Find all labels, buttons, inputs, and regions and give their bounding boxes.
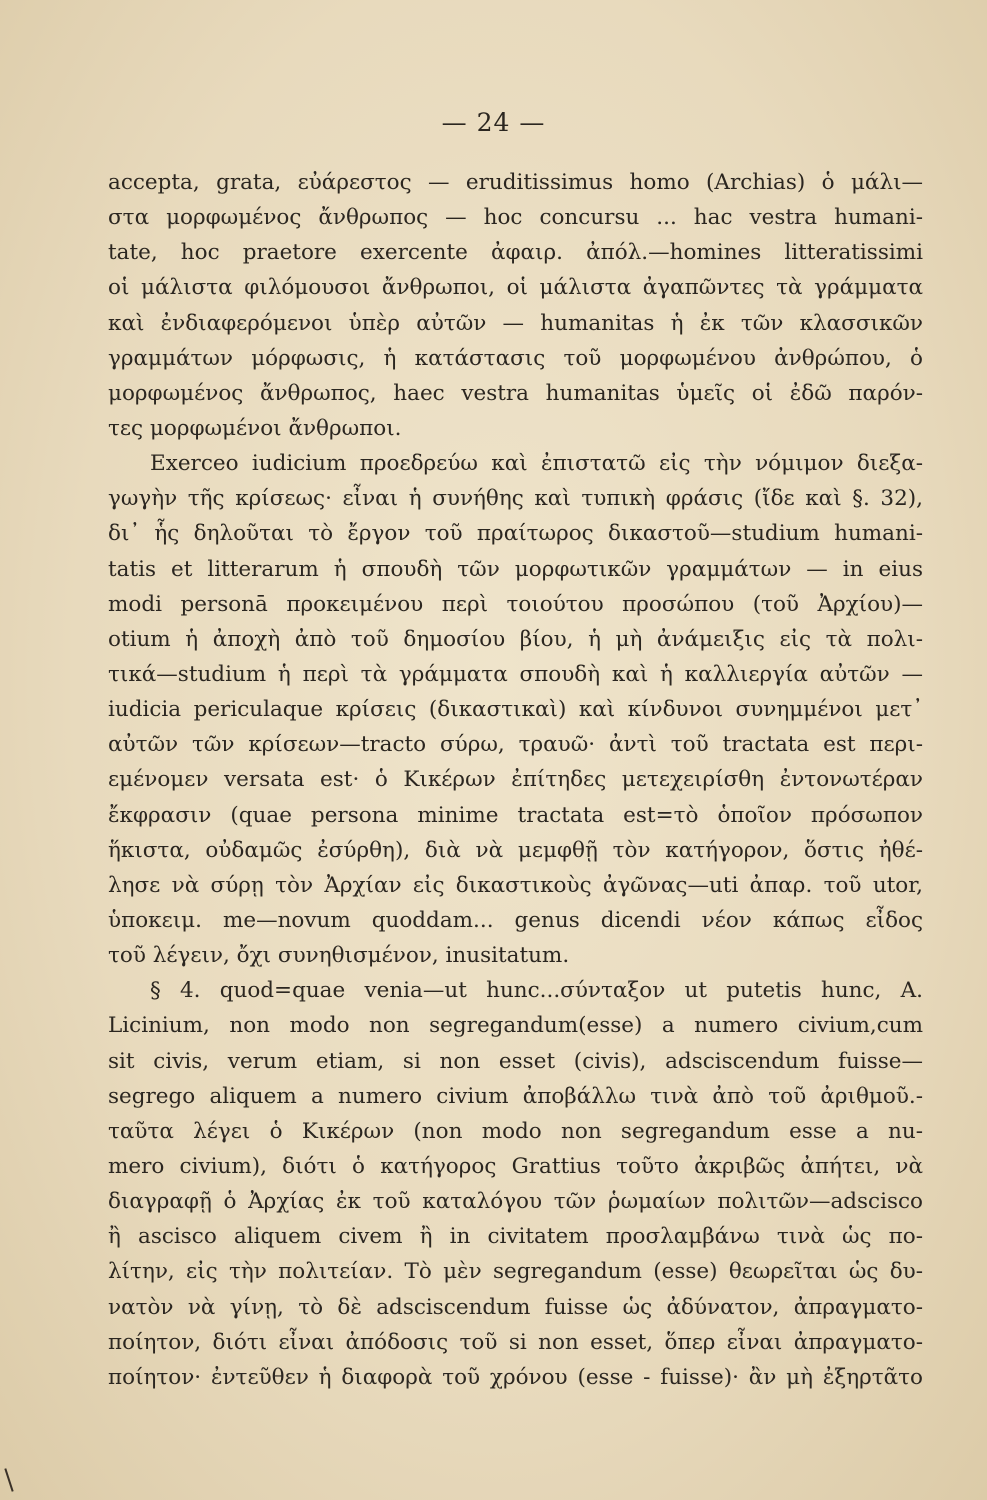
text-line: αὐτῶν τῶν κρίσεων—tracto σύρω, τραυῶ· ἀντὶ τοῦ tractata est περι- — [108, 732, 923, 758]
text-line: καὶ ἐνδιαφερόμενοι ὑπὲρ αὐτῶν — humanitas ἡ ἐκ τῶν κλασσικῶν — [108, 310, 923, 336]
text-line: ποίητον· ἐντεῦθεν ἡ διαφορὰ τοῦ χρόνου (esse - fuisse)· ἂν μὴ ἐξηρτᾶτο — [108, 1364, 923, 1390]
text-line: τες μορφωμένοι ἄνθρωποι. — [108, 415, 402, 441]
text-line: εμένομεν versata est· ὁ Κικέρων ἐπίτηδες μετεχειρίσθη ἐντονωτέραν — [108, 767, 923, 793]
text-line: Licinium, non modo non segregandum(esse) a numero civium,cum — [108, 1013, 923, 1039]
text-line: ὑποκειμ. me—novum quoddam... genus dicendi νέον κάπως εἶδος — [108, 907, 923, 933]
page-number: — 24 — — [441, 108, 546, 137]
text-line: Exerceo iudicium προεδρεύω καὶ ἐπιστατῶ εἰς τὴν νόμιμον διεξα- — [150, 451, 923, 477]
text-line: accepta, grata, εὐάρεστος — eruditissimus homo (Archias) ὁ μάλι— — [108, 170, 923, 195]
page-edge-mark — [4, 1468, 13, 1491]
text-line: otium ἡ ἀποχὴ ἀπὸ τοῦ δημοσίου βίου, ἡ μὴ ἀνάμειξις εἰς τὰ πολι- — [108, 626, 923, 652]
text-line: ἔκφρασιν (quae persona minime tractata est=τὸ ὁποῖον πρόσωπον — [108, 802, 923, 828]
text-line: tatis et litterarum ἡ σπουδὴ τῶν μορφωτικῶν γραμμάτων — in eius — [108, 556, 923, 582]
text-line: tate, hoc praetore exercente ἀφαιρ. ἀπόλ.—homines litteratissimi — [108, 240, 923, 266]
text-line: ποίητον, διότι εἶναι ἀπόδοσις τοῦ si non esset, ὅπερ εἶναι ἀπραγματο- — [108, 1329, 923, 1355]
text-line: νατὸν νὰ γίνῃ, τὸ δὲ adsciscendum fuisse ὡς ἀδύνατον, ἀπραγματο- — [108, 1294, 923, 1320]
text-line: γραμμάτων μόρφωσις, ἡ κατάστασις τοῦ μορφωμένου ἀνθρώπου, ὁ — [108, 345, 923, 371]
text-line: ταῦτα λέγει ὁ Κικέρων (non modo non segregandum esse a nu- — [108, 1118, 923, 1144]
text-line: λίτην, εἰς τὴν πολιτείαν. Τὸ μὲν segregandum (esse) θεωρεῖται ὡς δυ- — [108, 1259, 923, 1285]
text-line: μορφωμένος ἄνθρωπος, haec vestra humanitas ὑμεῖς οἱ ἐδῶ παρόν- — [108, 380, 923, 406]
text-line: οἱ μάλιστα φιλόμουσοι ἄνθρωποι, οἱ μάλιστα ἀγαπῶντες τὰ γράμματα — [108, 275, 923, 301]
commentary-text — [108, 165, 923, 1395]
text-line: τικά—studium ἡ περὶ τὰ γράμματα σπουδὴ καὶ ἡ καλλιεργία αὐτῶν — — [108, 661, 923, 687]
text-line: δι᾽ ἧς δηλοῦται τὸ ἔργον τοῦ πραίτωρος δικαστοῦ—studium humani- — [108, 521, 923, 547]
text-line: segrego aliquem a numero civium ἀποβάλλω τινὰ ἀπὸ τοῦ ἀριθμοῦ.- — [108, 1083, 923, 1109]
text-line: sit civis, verum etiam, si non esset (civis), adsciscendum fuisse— — [108, 1048, 923, 1074]
text-line: λησε νὰ σύρῃ τὸν Ἀρχίαν εἰς δικαστικοὺς ἀγῶνας—uti ἀπαρ. τοῦ utor, — [108, 872, 923, 898]
text-line: iudicia periculaque κρίσεις (δικαστικαὶ) καὶ κίνδυνοι συνημμένοι μετ᾽ — [108, 697, 923, 723]
text-line: modi personā προκειμένου περὶ τοιούτου προσώπου (τοῦ Ἀρχίου)— — [108, 591, 923, 617]
text-line: στα μορφωμένος ἄνθρωπος — hoc concursu ... hac vestra humani- — [108, 205, 923, 231]
text-line: ἢ ascisco aliquem civem ἢ in civitatem προσλαμβάνω τινὰ ὡς πο- — [108, 1224, 923, 1250]
text-line: mero civium), διότι ὁ κατήγορος Grattius τοῦτο ἀκριβῶς ἀπήτει, νὰ — [108, 1153, 923, 1179]
text-line: διαγραφῇ ὁ Ἀρχίας ἐκ τοῦ καταλόγου τῶν ῥωμαίων πολιτῶν—adscisco — [108, 1189, 923, 1215]
text-line: τοῦ λέγειν, ὄχι συνηθισμένον, inusitatum. — [108, 943, 570, 969]
text-line: γωγὴν τῆς κρίσεως· εἶναι ἡ συνήθης καὶ τυπικὴ φράσις (ἴδε καὶ §. 32), — [108, 486, 923, 512]
text-line: § 4. quod=quae venia—ut hunc...σύνταξον ut putetis hunc, A. — [150, 978, 923, 1004]
text-line: ἥκιστα, οὐδαμῶς ἐσύρθη), διὰ νὰ μεμφθῇ τὸν κατήγορον, ὅστις ἠθέ- — [108, 837, 923, 863]
